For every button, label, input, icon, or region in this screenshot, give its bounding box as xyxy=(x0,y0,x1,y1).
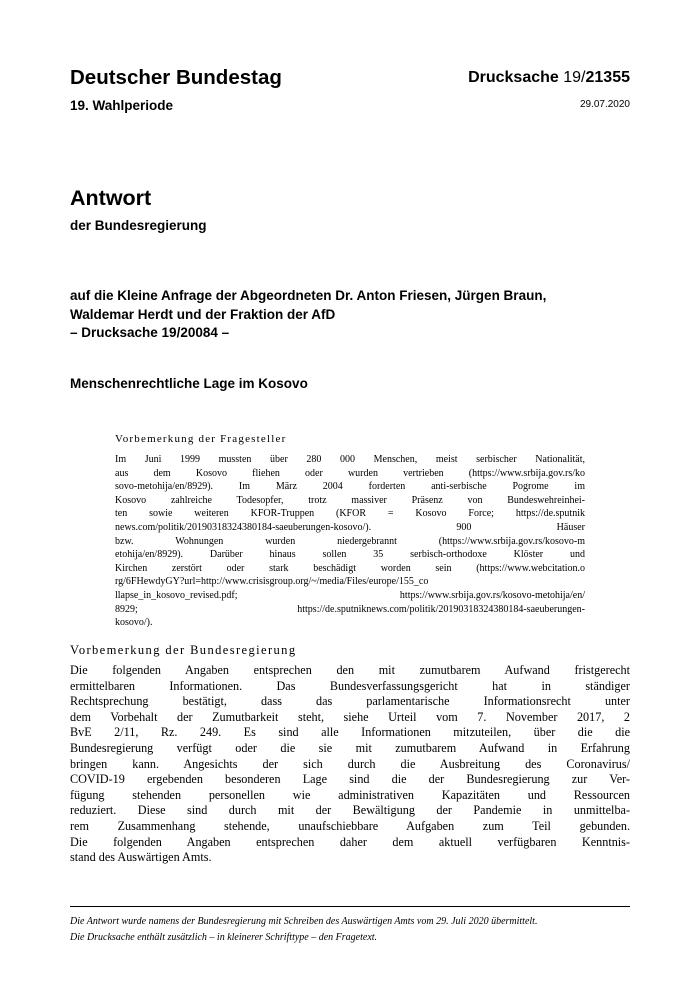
body-line: sovo-metohija/en/8929). Im März 2004 forderten anti-serbische Pogrome im xyxy=(115,481,585,493)
vorbemerkung-bundesregierung-heading: Vorbemerkung der Bundesregierung xyxy=(70,643,297,657)
body-line: Im Juni 1999 mussten über 280 000 Menschen, meist serbischer Nationalität, xyxy=(115,454,585,465)
body-line: Kosovo zahlreiche Todesopfer, trotz massiver Präsenz von Bundeswehreinhei- xyxy=(115,494,585,506)
body-line: Die folgenden Angaben entsprechen den mit zumutbarem Aufwand fristgerecht xyxy=(70,663,630,677)
vorbemerkung-fragesteller-body xyxy=(115,453,585,630)
body-line: etohija/en/8929). Darüber hinaus sollen 35 serbisch-orthodoxe Klöster und xyxy=(115,549,585,561)
body-line: ten sowie weiteren KFOR-Truppen (KFOR = Kosovo Force; https://de.sputnik xyxy=(115,508,585,520)
body-line: BvE 2/11, Rz. 249. Es sind alle Informationen mitzuteilen, über die die xyxy=(70,725,630,740)
body-line: ermittelbaren Informationen. Das Bundesverfassungsgericht hat in ständiger xyxy=(70,678,630,693)
body-line: Die folgenden Angaben entsprechen daher dem aktuell verfügbaren Kenntnis- xyxy=(70,834,630,849)
vorbemerkung-bundesregierung-body xyxy=(70,663,630,866)
body-line: stand des Auswärtigen Amts. xyxy=(70,850,212,865)
body-line: fügung stehenden personellen wie administrativen Kapazitäten und Ressourcen xyxy=(70,787,630,802)
body-line: bzw. Wohnungen wurden niedergebrannt (https://www.srbija.gov.rs/kosovo-m xyxy=(115,535,585,547)
drucksache-label: Drucksache xyxy=(468,69,564,86)
body-line: news.com/politik/20190318324380184-saeuberungen-kosovo/). 900 Häuser xyxy=(115,521,585,533)
body-line: aus dem Kosovo fliehen oder wurden vertrieben (https://www.srbija.gov.rs/ko xyxy=(115,467,585,479)
body-line: bringen kann. Angesichts der sich durch die Ausbreitung des Coronavirus/ xyxy=(70,756,630,771)
document-title: Menschenrechtliche Lage im Kosovo xyxy=(70,376,308,391)
header-left xyxy=(70,66,282,113)
anfrage-line: Waldemar Herdt und der Fraktion der AfD xyxy=(70,306,336,322)
anfrage-line: – Drucksache 19/20084 – xyxy=(70,325,230,340)
footer-line: Die Drucksache enthält zusätzlich – in kleinerer Schrifttype – den Fragetext. xyxy=(70,931,378,943)
body-line: Rechtsprechung bestätigt, dass das parlamentarische Informationsrecht unter xyxy=(70,694,630,709)
header-right xyxy=(468,66,630,110)
drucksache-id: 21355 xyxy=(585,69,630,86)
parliament-name: Deutscher Bundestag xyxy=(70,66,282,89)
drucksache-number xyxy=(468,66,630,90)
body-line: dem Vorbehalt der Zumutbarkeit steht, siehe Urteil vom 7. November 2017, 2 xyxy=(70,709,630,724)
body-line: 8929; https://de.sputniknews.com/politik/20190318324380184-saeuberungen- xyxy=(115,603,585,615)
body-line: reduziert. Diese sind durch mit der Bewältigung der Pandemie in unmittelba- xyxy=(70,803,630,818)
body-line: llapse_in_kosovo_revised.pdf; https://www.srbija.gov.rs/kosovo-metohija/en/ xyxy=(115,589,585,601)
body-line: COVID-19 ergebenden besonderen Lage sind die der Bundesregierung zur Ver- xyxy=(70,772,630,787)
document-date: 29.07.2020 xyxy=(579,99,630,110)
vorbemerkung-fragesteller-heading: Vorbemerkung der Fragesteller xyxy=(115,433,287,445)
body-line: kosovo/). xyxy=(115,617,153,629)
body-line: rg/6FHewdyGY?url=http://www.crisisgroup.org/~/media/Files/europe/155_co xyxy=(115,576,429,588)
body-line: Kirchen zerstört oder stark beschädigt worden sein (https://www.webcitation.o xyxy=(115,562,585,574)
drucksache-prefix: 19/ xyxy=(563,69,586,86)
legislative-period: 19. Wahlperiode xyxy=(70,98,174,113)
anfrage-reference xyxy=(70,287,630,343)
document-subheading: der Bundesregierung xyxy=(70,218,207,233)
body-line: rem Zusammenhang stehende, unaufschiebbare Aufgaben zum Teil gebunden. xyxy=(70,818,630,833)
footer-note xyxy=(70,914,630,945)
footer-line: Die Antwort wurde namens der Bundesregierung mit Schreiben des Auswärtigen Amts vom 29. Juli 2020 übermittelt. xyxy=(70,916,538,927)
anfrage-line: auf die Kleine Anfrage der Abgeordneten Dr. Anton Friesen, Jürgen Braun, xyxy=(70,288,547,303)
document-heading: Antwort xyxy=(70,186,152,210)
body-line: Bundesregierung verfügt oder die sie mit zumutbarem Aufwand in Erfahrung xyxy=(70,740,630,755)
footer-divider xyxy=(70,906,630,907)
